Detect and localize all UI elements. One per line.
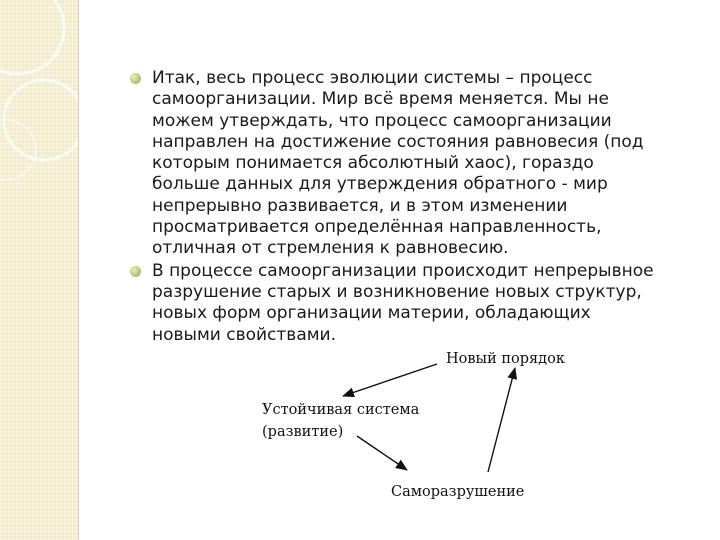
arrow-self-destruction-to-new-order	[488, 368, 515, 472]
diagram-label-self-destruction: Саморазрушение	[391, 484, 525, 500]
bullet-text: Итак, весь процесс эволюции системы – процесс самоорганизации. Мир всё время меняется. Мы не можем утверждать, что процесс самоорганизации направлен на достижение состояния равновесия (под которым понимается абсолютный хаос), гораздо больше данных для утверждения обратного - мир непрерывно развивается, и в этом изменении просматривается определённая направленность, отличная от стремления к равновесию.	[152, 68, 644, 259]
bullet-icon	[130, 73, 141, 84]
arrow-new-order-to-stable	[343, 364, 437, 396]
decorative-side-strip	[0, 0, 78, 540]
arrow-stable-to-self-destruction	[357, 436, 407, 470]
bullet-list	[128, 68, 658, 346]
diagram-label-stable-system: Устойчивая система	[262, 402, 420, 418]
decorative-circles	[0, 0, 78, 540]
strip-edge-line	[78, 0, 79, 540]
bullet-item	[128, 68, 658, 260]
diagram-label-development: (развитие)	[262, 424, 344, 440]
bullet-item	[128, 261, 658, 346]
bullet-icon	[130, 266, 141, 277]
diagram-label-new-order: Новый порядок	[446, 351, 565, 367]
bullet-text: В процессе самоорганизации происходит непрерывное разрушение старых и возникновение новых структур, новых форм организации материи, обладающих новыми свойствами.	[152, 260, 654, 345]
